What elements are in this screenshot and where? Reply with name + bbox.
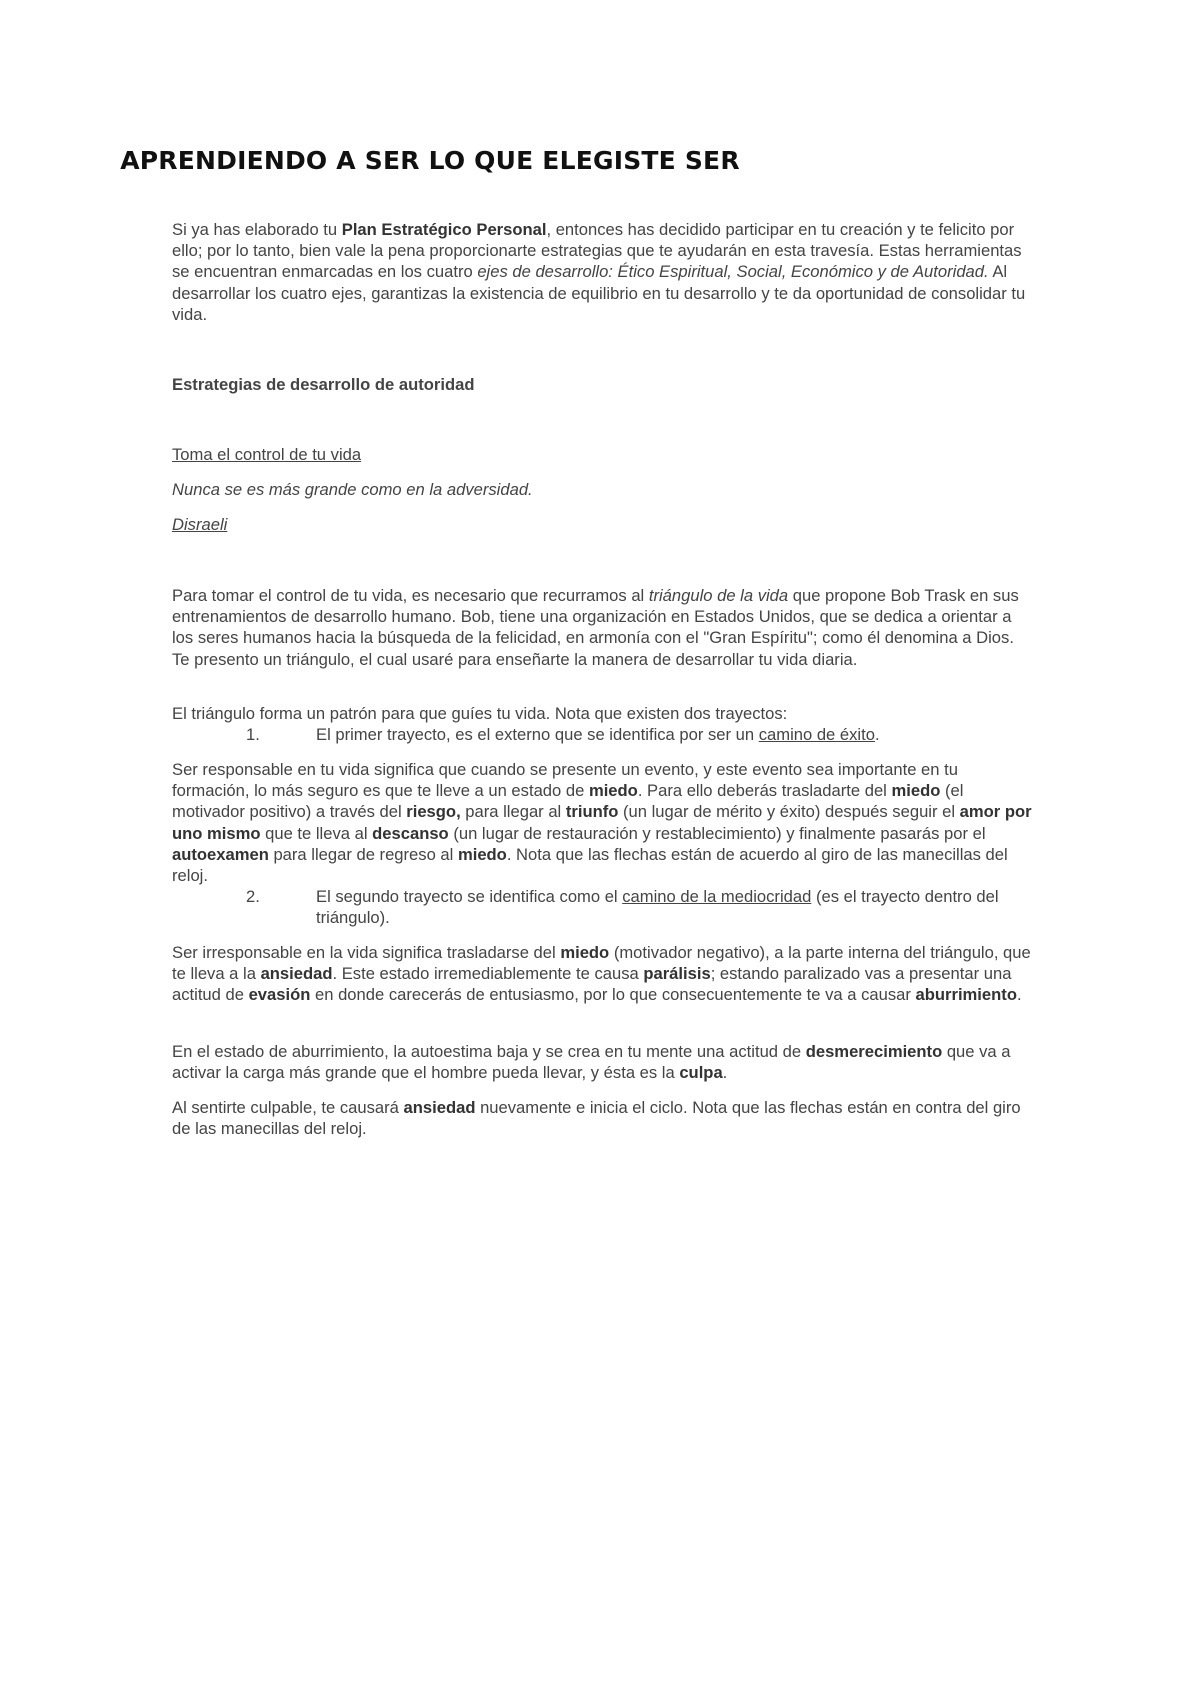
- quote-author: Disraeli: [172, 515, 228, 534]
- list-number: 2.: [246, 887, 260, 906]
- paragraph-responsible: Ser responsable en tu vida significa que cuando se presente un evento, y este evento sea importante en tu formación, lo más seguro es que te lleve a un estado de miedo. Para ello deberás trasladarte del miedo (el motivador positivo) a través del riesgo, para llegar al triunfo (un lugar de mérito y éxito) después seguir el amor por uno mismo que te lleva al descanso (un lugar de restauración y restablecimiento) y finalmente pasarás por el autoexamen para llegar de regreso al miedo. Nota que las flechas están de acuerdo al giro de las manecillas del reloj.: [172, 760, 1032, 886]
- list-item-1: 1. El primer trayecto, es el externo que se identifica por ser un camino de éxito.: [246, 725, 880, 744]
- paragraph-triangle-intro: Para tomar el control de tu vida, es necesario que recurramos al triángulo de la vida que propone Bob Trask en sus entrenamientos de desarrollo humano. Bob, tiene una organización en Estados Unidos, que se dedica a orientar a los seres humanos hacia la búsqueda de la felicidad, en armonía con el "Gran Espíritu"; como él denomina a Dios. Te presento un triángulo, el cual usaré para enseñarte la manera de desarrollar tu vida diaria.: [172, 586, 1019, 669]
- list-item-2: 2. El segundo trayecto se identifica como el camino de la mediocridad (es el trayecto dentro del triángulo).: [246, 887, 999, 928]
- section-heading: Estrategias de desarrollo de autoridad: [172, 375, 475, 394]
- list-number: 1.: [246, 725, 260, 744]
- paragraph-boredom: En el estado de aburrimiento, la autoestima baja y se crea en tu mente una actitud de desmerecimiento que va a activar la carga más grande que el hombre pueda llevar, y ésta es la culpa.: [172, 1042, 1011, 1083]
- paragraph-two-paths: El triángulo forma un patrón para que guíes tu vida. Nota que existen dos trayectos:: [172, 704, 788, 723]
- document-title: APRENDIENDO A SER LO QUE ELEGISTE SER: [120, 146, 740, 175]
- intro-paragraph: Si ya has elaborado tu Plan Estratégico Personal, entonces has decidido participar en tu creación y te felicito por ello; por lo tanto, bien vale la pena proporcionarte estrategias que te ayudarán en esta travesía. Estas herramientas se encuentran enmarcadas en los cuatro ejes de desarrollo: Ético Espiritual, Social, Económico y de Autoridad. Al desarrollar los cuatro ejes, garantizas la existencia de equilibrio en tu desarrollo y te da oportunidad de consolidar tu vida.: [172, 220, 1026, 324]
- paragraph-irresponsible: Ser irresponsable en la vida significa trasladarse del miedo (motivador negativo), a la parte interna del triángulo, que te lleva a la ansiedad. Este estado irremediablemente te causa parálisis; estando paralizado vas a presentar una actitud de evasión en donde carecerás de entusiasmo, por lo que consecuentemente te va a causar aburrimiento.: [172, 943, 1031, 1005]
- subsection-title: Toma el control de tu vida: [172, 445, 362, 464]
- paragraph-guilt: Al sentirte culpable, te causará ansiedad nuevamente e inicia el ciclo. Nota que las flechas están en contra del giro de las manecillas del reloj.: [172, 1098, 1021, 1139]
- quote: Nunca se es más grande como en la adversidad.: [172, 480, 533, 499]
